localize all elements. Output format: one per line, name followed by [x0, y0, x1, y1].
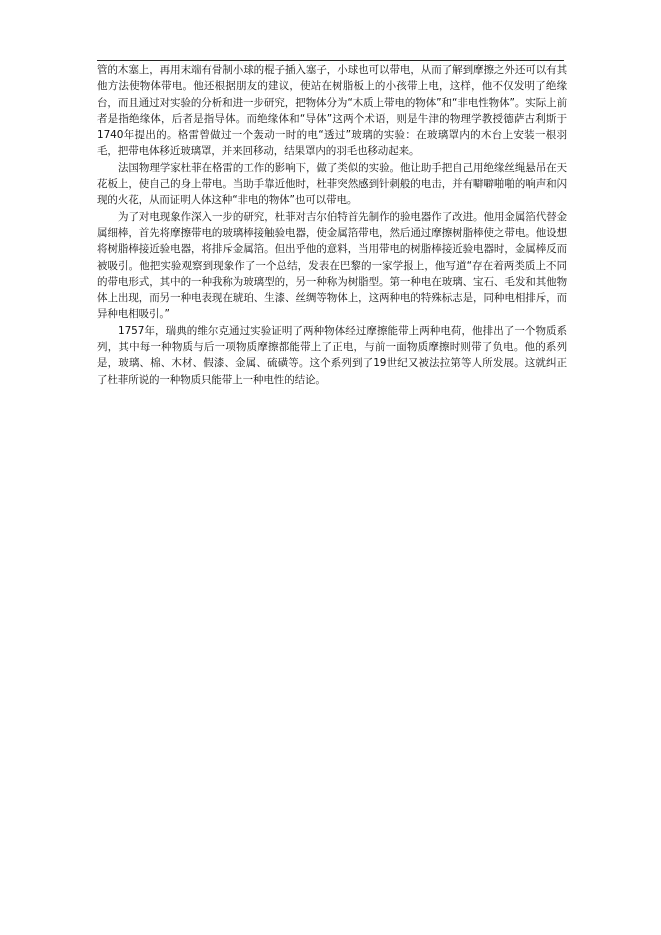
paragraph-1: 管的木塞上，再用末端有骨制小球的棍子插入塞子，小球也可以带电，从而了解到摩擦之外还可以有其他方法使物体带电。他还根据朋友的建议，使站在树脂板上的小孩带上电，这样，他不仅发明了绝缘台，而且通过对实验的分析和进一步研究，把物体分为“木质上带电的物体”和“非电性物体”。实际上前者是指绝缘体，后者是指导体。而绝缘体和“导体”这两个术语，则是牛津的物理学教授德萨古利斯于1740年提出的。格雷曾做过一个轰动一时的电“透过”玻璃的实验：在玻璃罩内的木台上安装一根羽毛，把带电体移近玻璃罩，并来回移动，结果罩内的羽毛也移动起来。 — [97, 64, 567, 158]
paragraph-2: 法国物理学家杜菲在格雷的工作的影响下，做了类似的实验。他让助手把自己用绝缘丝绳悬吊在天花板上，使自己的身上带电。当助手靠近他时，杜菲突然感到针刺般的电击，并有噼噼啪啪的响声和闪现的火花，从而证明人体这种“非电的物体”也可以带电。 — [97, 161, 567, 207]
body-text — [97, 62, 567, 388]
paragraph-3: 为了对电现象作深入一步的研究，杜菲对吉尔伯特首先制作的验电器作了改进。他用金属箔代替金属细棒，首先将摩擦带电的玻璃棒接触验电器，使金属箔带电，然后通过摩擦树脂棒使之带电。他设想将树脂棒接近验电器，将排斥金属箔。但出乎他的意料，当用带电的树脂棒接近验电器时，金属棒反而被吸引。他把实验观察到现象作了一个总结，发表在巴黎的一家学报上，他写道“存在着两类质上不同的带电形式，其中的一种我称为玻璃型的，另一种称为树脂型。第一种电在玻璃、宝石、毛发和其他物体上出现，而另一种电表现在琥珀、生漆、丝绸等物体上，这两种电的特殊标志是，同种电相排斥，而异种电相吸引。” — [97, 210, 567, 321]
header-rule — [97, 60, 564, 61]
paragraph-4: 1757年，瑞典的维尔克通过实验证明了两种物体经过摩擦能带上两种电荷，他排出了一个物质系列，其中每一种物质与后一项物质摩擦都能带上了正电，与前一面物质摩擦时则带了负电。他的系列是，玻璃、棉、木材、假漆、金属、硫磺等。这个系列到了19世纪又被法拉第等人所发展。这就纠正了杜菲所说的一种物质只能带上一种电性的结论。 — [97, 324, 567, 386]
